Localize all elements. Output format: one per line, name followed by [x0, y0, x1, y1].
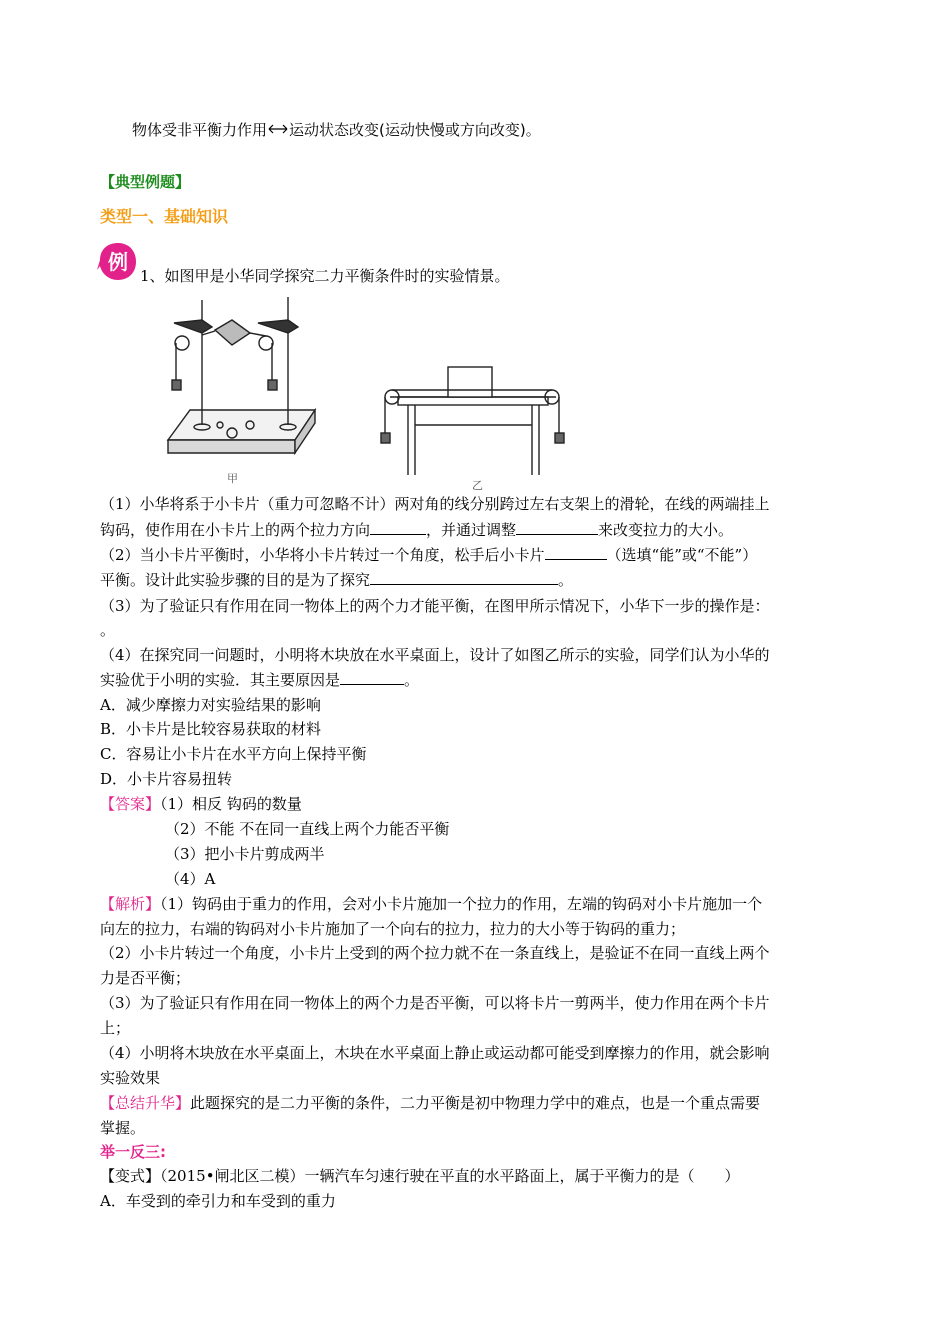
badge-text: 例 [108, 250, 128, 274]
practice-option-a: A．车受到的牵引力和车受到的重力 [100, 1192, 336, 1210]
q1-part3-line1: （3）为了验证只有作用在同一物体上的两个力才能平衡，在图甲所示情况下，小华下一步的操作是： [100, 597, 770, 615]
blank-2[interactable] [516, 520, 598, 535]
summary-line2: 掌握。 [100, 1119, 146, 1137]
analysis-line8: 实验效果 [100, 1069, 161, 1087]
figure-label-yi: 乙 [472, 479, 483, 492]
answer-item-4: （4）A [165, 870, 216, 888]
intro-line [132, 120, 541, 140]
q1-part2-line1 [100, 545, 757, 565]
q1-part1-line1: （1）小华将系于小卡片（重力可忽略不计）两对角的线分别跨过左右支架上的滑轮，在线的两端挂上 [100, 495, 770, 513]
answer-item-3: （3）把小卡片剪成两半 [165, 845, 325, 863]
q1-part1-text-b: ，并通过调整 [426, 521, 517, 539]
practice-stem: （2015•闸北区二模）一辆汽车匀速行驶在平直的水平路面上，属于平衡力的是（ ） [160, 1167, 740, 1185]
analysis-line1 [100, 894, 762, 914]
q1-part4-text-b: 。 [404, 671, 420, 689]
type-heading: 类型一、基础知识 [100, 207, 229, 226]
analysis-line5: （3）为了验证只有作用在同一物体上的两个力是否平衡，可以将卡片一剪两半，使力作用在两个卡片 [100, 994, 770, 1012]
option-a: A．减少摩擦力对实验结果的影响 [100, 696, 321, 714]
figure-jia [168, 297, 315, 453]
blank-3[interactable] [545, 545, 607, 560]
summary-text-1: 此题探究的是二力平衡的条件，二力平衡是初中物理力学中的难点，也是一个重点需要 [190, 1094, 761, 1112]
analysis-text-1: （1）钩码由于重力的作用，会对小卡片施加一个拉力的作用，左端的钩码对小卡片施加一个 [160, 895, 763, 913]
practice-title: 举一反三: [100, 1143, 166, 1161]
summary-label: 【总结升华】 [100, 1094, 191, 1112]
intro-left: 物体受非平衡力作用 [132, 121, 268, 139]
blank-5[interactable] [340, 670, 404, 685]
answer-label: 【答案】 [100, 795, 161, 813]
q1-part4-line1: （4）在探究同一问题时，小明将木块放在水平桌面上，设计了如图乙所示的实验，同学们认为小华的 [100, 646, 770, 664]
analysis-line7: （4）小明将木块放在水平桌面上，木块在水平桌面上静止或运动都可能受到摩擦力的作用，就会影响 [100, 1044, 770, 1062]
option-d: D．小卡片容易扭转 [100, 770, 233, 788]
practice-stem-line [100, 1166, 740, 1186]
analysis-line4: 力是否平衡； [100, 969, 191, 987]
analysis-label: 【解析】 [100, 895, 161, 913]
analysis-line3: （2）小卡片转过一个角度，小卡片上受到的两个拉力就不在一条直线上，是验证不在同一直线上两个 [100, 944, 770, 962]
q1-part1-line2 [100, 520, 733, 540]
figure-label-jia: 甲 [227, 472, 238, 485]
blank-4[interactable] [370, 570, 558, 585]
analysis-line6: 上； [100, 1019, 131, 1037]
q1-part2-text-b: （选填“能”或“不能”） [606, 546, 758, 564]
option-b: B．小卡片是比较容易获取的材料 [100, 720, 322, 738]
answer-item-2: （2）不能 不在同一直线上两个力能否平衡 [165, 820, 450, 838]
question-stem: 1、如图甲是小华同学探究二力平衡条件时的实验情景。 [140, 267, 510, 285]
figure-drawing [160, 285, 620, 485]
analysis-line2: 向左的拉力，右端的钩码对小卡片施加了一个向右的拉力，拉力的大小等于钩码的重力； [100, 920, 686, 938]
example-badge-icon [96, 240, 140, 288]
practice-label: 【变式】 [100, 1167, 161, 1185]
q1-part2-text-d: 。 [558, 571, 574, 589]
double-arrow-icon [267, 120, 289, 140]
option-c: C．容易让小卡片在水平方向上保持平衡 [100, 745, 367, 763]
q1-part1-text-a: 钩码，使作用在小卡片上的两个拉力方向 [100, 521, 371, 539]
summary-line1 [100, 1093, 760, 1113]
figure-yi [381, 367, 564, 475]
q1-part4-line2 [100, 670, 419, 690]
q1-part2-line2 [100, 570, 573, 590]
q1-part2-text-c: 平衡。设计此实验步骤的目的是为了探究 [100, 571, 371, 589]
q1-part2-text-a: （2）当小卡片平衡时，小华将小卡片转过一个角度，松手后小卡片 [100, 546, 545, 564]
answer-line1 [100, 794, 302, 814]
blank-1[interactable] [370, 520, 426, 535]
q1-part1-text-c: 来改变拉力的大小。 [598, 521, 734, 539]
intro-right: 运动状态改变(运动快慢或方向改变)。 [289, 121, 541, 139]
q1-part3-line2: 。 [100, 621, 116, 639]
experiment-figures [160, 285, 620, 492]
section-title: 【典型例题】 [100, 173, 191, 191]
q1-part4-text-a: 实验优于小明的实验．其主要原因是 [100, 671, 341, 689]
answer-item-1: （1）相反 钩码的数量 [160, 795, 302, 813]
